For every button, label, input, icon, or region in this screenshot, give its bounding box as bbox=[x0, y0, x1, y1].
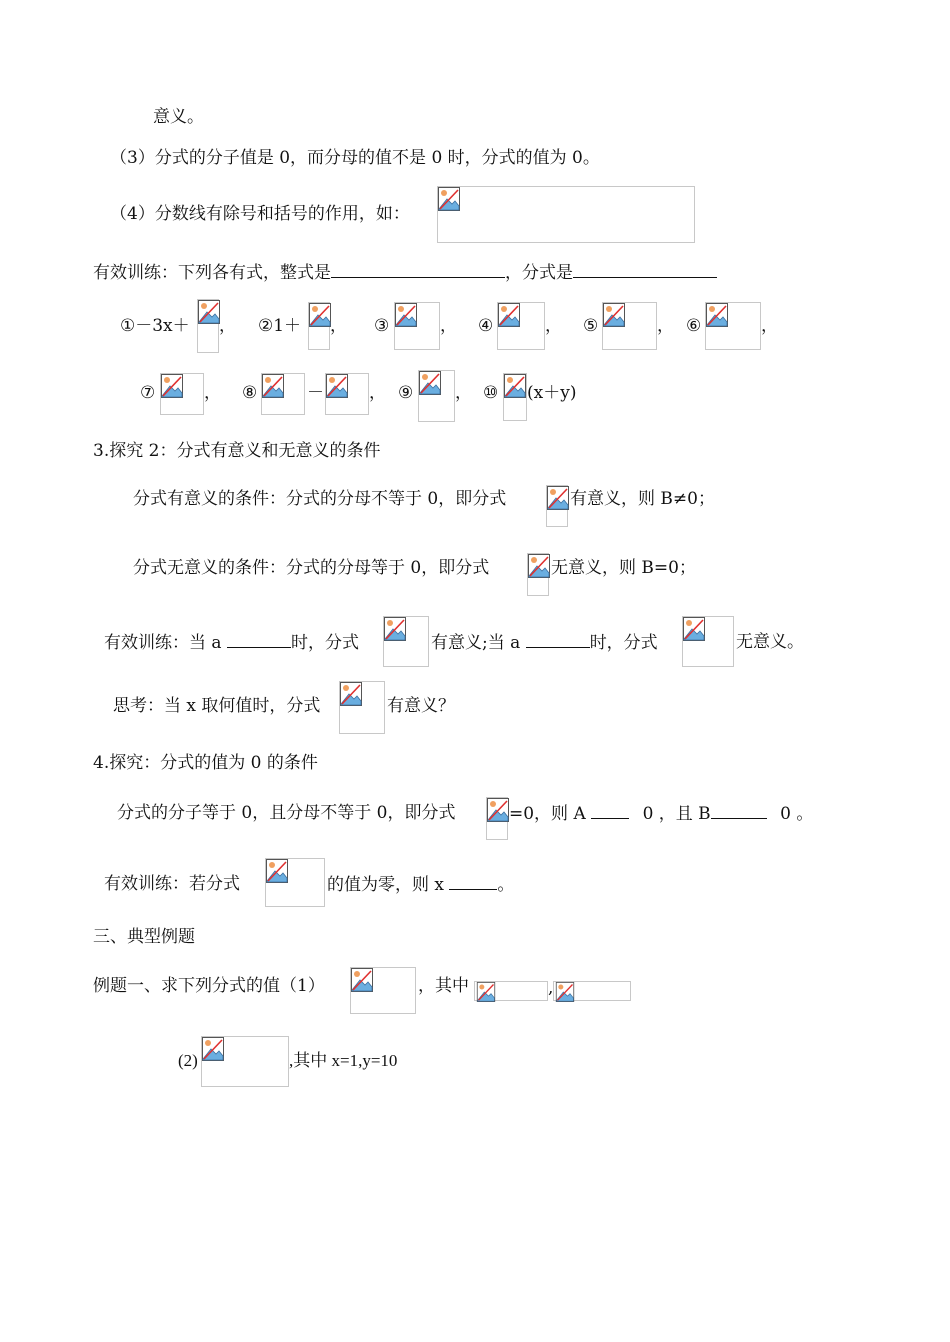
formula-image bbox=[497, 302, 545, 350]
broken-image-icon bbox=[419, 371, 441, 395]
section-heading: 4.探究：分式的值为 0 的条件 bbox=[93, 753, 318, 773]
formula-image bbox=[682, 616, 734, 667]
expr-label: ③ bbox=[374, 316, 390, 336]
expr-label: ⑦ bbox=[140, 383, 156, 403]
broken-image-icon bbox=[384, 617, 406, 641]
formula-image bbox=[527, 553, 549, 596]
comma: ， bbox=[204, 383, 221, 403]
formula-image bbox=[197, 299, 219, 353]
text-line: 分式有意义的条件：分式的分母不等于 0，即分式 bbox=[133, 489, 507, 509]
text-line: 例题一、求下列分式的值（1） bbox=[93, 976, 325, 996]
expr-label: ⑤ bbox=[583, 316, 599, 336]
formula-image bbox=[437, 186, 695, 243]
prompt-text: 有意义;当 a bbox=[431, 633, 521, 653]
formula-image bbox=[325, 373, 369, 415]
formula-image bbox=[503, 373, 527, 421]
text-line: 分式无意义的条件：分式的分母等于 0，即分式 bbox=[133, 558, 490, 578]
comma: ， bbox=[545, 316, 562, 336]
text-line: ,其中 x=1,y=10 bbox=[289, 1051, 398, 1070]
prompt-text: =0，则 A bbox=[509, 804, 586, 824]
text-line bbox=[93, 261, 717, 284]
broken-image-icon bbox=[309, 303, 331, 327]
comma: ， bbox=[330, 316, 347, 336]
broken-image-icon bbox=[438, 187, 460, 211]
section-heading: 三、典型例题 bbox=[93, 927, 195, 947]
answer-blank[interactable] bbox=[526, 631, 590, 648]
comma: ， bbox=[219, 316, 236, 336]
expr-tail: (x＋y) bbox=[527, 383, 577, 403]
text-line: 有意义？ bbox=[387, 696, 455, 716]
formula-image bbox=[201, 1036, 289, 1087]
answer-blank[interactable] bbox=[449, 873, 497, 890]
text-line: 有效训练：若分式 bbox=[104, 874, 240, 894]
formula-image bbox=[486, 797, 508, 840]
broken-image-icon bbox=[198, 300, 220, 324]
broken-image-icon bbox=[603, 303, 625, 327]
broken-image-icon bbox=[683, 617, 705, 641]
formula-image bbox=[265, 858, 325, 907]
formula-image bbox=[553, 981, 631, 1001]
broken-image-icon bbox=[395, 303, 417, 327]
text-line bbox=[509, 802, 813, 825]
answer-blank[interactable] bbox=[711, 802, 767, 819]
text-line: 分式的分子等于 0，且分母不等于 0，即分式 bbox=[117, 803, 456, 823]
prompt-text: 时，分式 bbox=[589, 633, 658, 653]
section-heading: 3.探究 2：分式有意义和无意义的条件 bbox=[93, 441, 381, 461]
prompt-text: 有效训练：下列各有式，整式是 bbox=[93, 263, 331, 283]
broken-image-icon bbox=[326, 374, 348, 398]
answer-blank[interactable] bbox=[573, 261, 717, 278]
expr-label: ⑩ bbox=[483, 383, 499, 403]
broken-image-icon bbox=[351, 968, 373, 992]
formula-image bbox=[418, 370, 455, 422]
broken-image-icon bbox=[547, 486, 569, 510]
text-line: ，其中 bbox=[418, 976, 469, 996]
expr-label: ⑥ bbox=[686, 316, 702, 336]
text-line: （3）分式的分子值是 0，而分母的值不是 0 时，分式的值为 0。 bbox=[110, 148, 600, 168]
formula-image bbox=[394, 302, 440, 350]
comma: , bbox=[548, 978, 554, 998]
prompt-text: 0 ，且 B bbox=[642, 804, 711, 824]
formula-image bbox=[261, 373, 305, 415]
prompt-text: 有效训练：当 a bbox=[104, 633, 222, 653]
formula-image bbox=[474, 981, 548, 1001]
expr-label: ⑨ bbox=[398, 383, 414, 403]
formula-image bbox=[160, 373, 204, 415]
text-line bbox=[431, 631, 658, 654]
comma: ， bbox=[369, 383, 386, 403]
broken-image-icon bbox=[706, 303, 728, 327]
broken-image-icon bbox=[262, 374, 284, 398]
text-line: 有意义，则 B≠0； bbox=[570, 489, 715, 509]
text-line bbox=[104, 631, 359, 654]
prompt-text: 。 bbox=[497, 875, 515, 895]
formula-image bbox=[602, 302, 657, 350]
text-line: 无意义。 bbox=[736, 632, 804, 652]
comma: ， bbox=[455, 383, 472, 403]
expr-label: ⑧ bbox=[242, 383, 258, 403]
formula-image bbox=[308, 302, 330, 350]
text-line: 思考：当 x 取何值时，分式 bbox=[113, 696, 321, 716]
text-line: 意义。 bbox=[153, 107, 204, 127]
expr-label: ④ bbox=[478, 316, 494, 336]
broken-image-icon bbox=[528, 554, 550, 578]
answer-blank[interactable] bbox=[227, 631, 291, 648]
formula-image bbox=[705, 302, 761, 350]
prompt-text: 的值为零，则 x bbox=[327, 875, 444, 895]
prompt-text: 0 。 bbox=[780, 804, 814, 824]
comma: ， bbox=[440, 316, 457, 336]
broken-image-icon bbox=[498, 303, 520, 327]
broken-image-icon bbox=[202, 1037, 224, 1061]
broken-image-icon bbox=[487, 798, 509, 822]
broken-image-icon bbox=[266, 859, 288, 883]
minus-sign: － bbox=[307, 383, 324, 403]
text-line bbox=[327, 873, 514, 896]
text-line: （4）分数线有除号和括号的作用，如： bbox=[110, 204, 410, 224]
answer-blank[interactable] bbox=[591, 802, 629, 819]
formula-image bbox=[350, 967, 416, 1014]
answer-blank[interactable] bbox=[331, 261, 505, 278]
text-line: 无意义，则 B=0； bbox=[551, 558, 696, 578]
comma: ， bbox=[761, 316, 778, 336]
prompt-text: ，分式是 bbox=[505, 263, 573, 283]
broken-image-icon bbox=[340, 682, 362, 706]
formula-image bbox=[339, 681, 385, 734]
broken-image-icon bbox=[475, 982, 497, 1002]
broken-image-icon bbox=[161, 374, 183, 398]
expr-label: ②1＋ bbox=[258, 316, 302, 336]
prompt-text: 时，分式 bbox=[290, 633, 359, 653]
broken-image-icon bbox=[504, 374, 526, 398]
formula-image bbox=[546, 485, 568, 527]
expr-label: ①－3x＋ bbox=[120, 316, 190, 336]
text-line: (2) bbox=[178, 1051, 198, 1070]
formula-image bbox=[383, 616, 429, 667]
comma: ， bbox=[657, 316, 674, 336]
broken-image-icon bbox=[554, 982, 576, 1002]
